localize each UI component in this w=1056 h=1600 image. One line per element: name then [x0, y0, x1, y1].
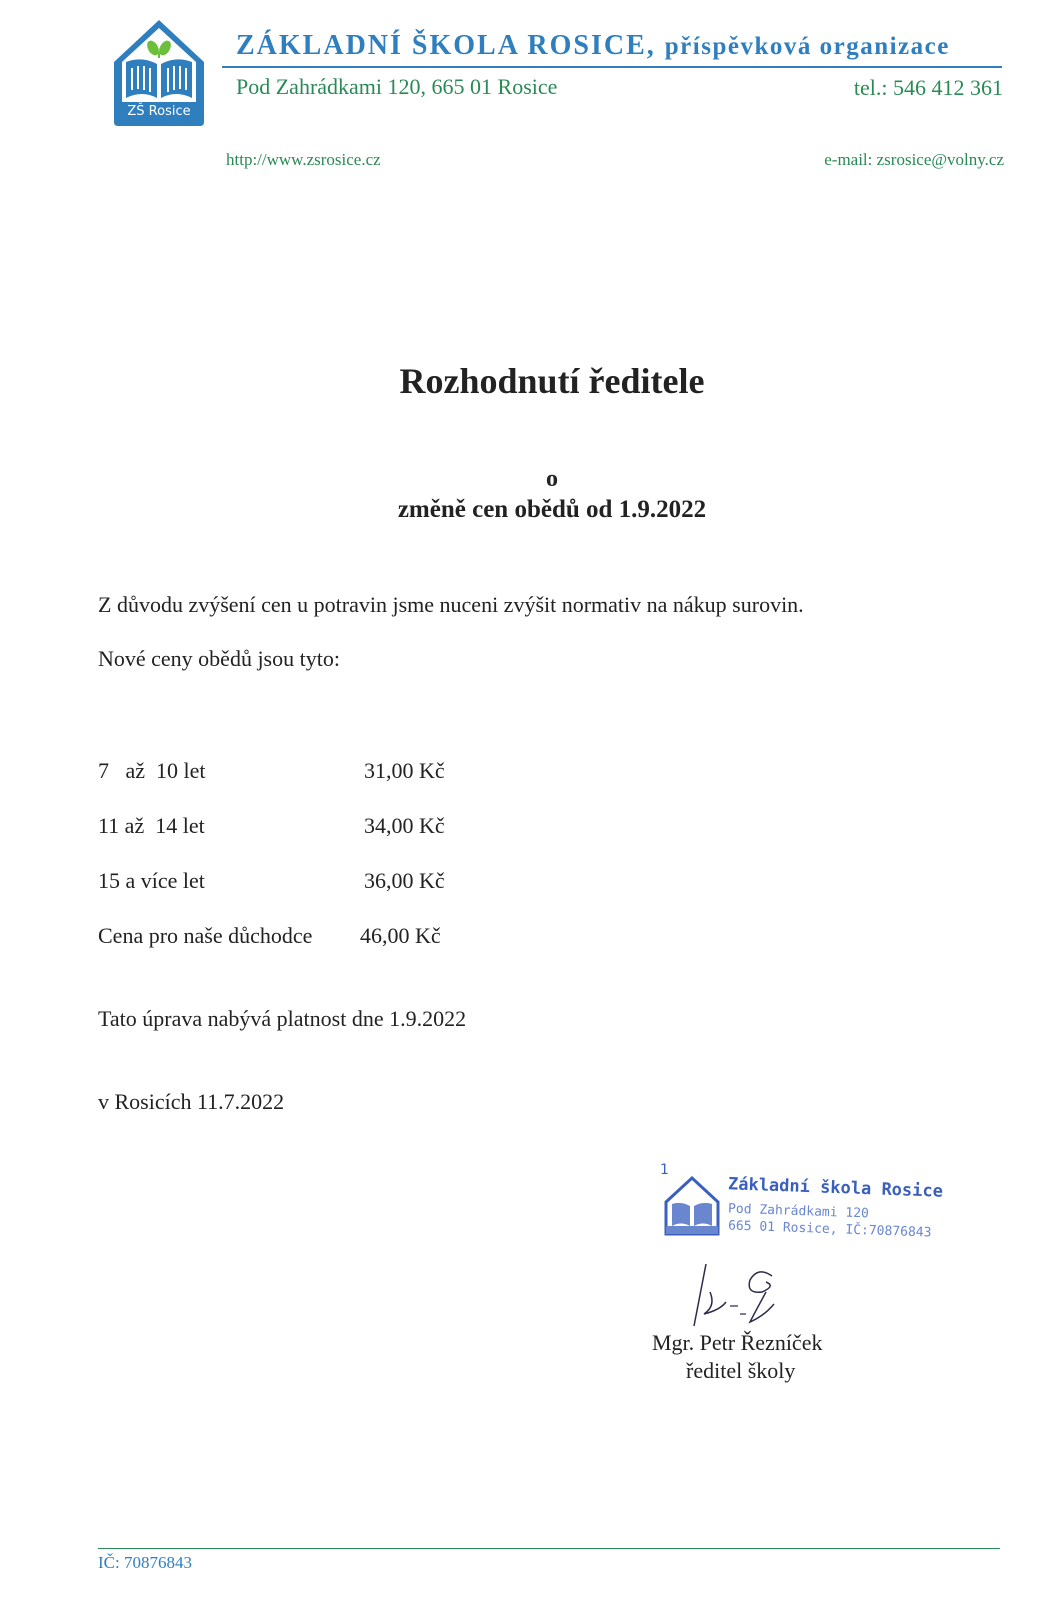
- school-name: [236, 30, 950, 62]
- subtitle-prefix: o: [546, 466, 558, 492]
- footer-divider: [98, 1548, 1000, 1549]
- price-label: 11 až 14 let: [98, 813, 205, 838]
- price-value: 34,00 Kč: [364, 813, 445, 838]
- stamp-logo-icon: [664, 1176, 720, 1236]
- validity-statement: Tato úprava nabývá platnost dne 1.9.2022: [98, 1006, 467, 1031]
- price-row: [98, 813, 498, 868]
- price-row: [98, 923, 498, 978]
- price-label: 15 a více let: [98, 868, 205, 893]
- signer-name: Mgr. Petr Řezníček: [652, 1330, 823, 1355]
- stamp-line-3: 665 01 Rosice, IČ:70876843: [727, 1218, 932, 1241]
- document-title: Rozhodnutí ředitele: [399, 361, 705, 401]
- school-logo: [112, 18, 206, 128]
- price-row: [98, 758, 498, 813]
- school-address: Pod Zahrádkami 120, 665 01 Rosice: [236, 74, 558, 99]
- price-row: [98, 868, 498, 923]
- footer-company-id: IČ: 70876843: [98, 1553, 192, 1572]
- school-stamp: [658, 1162, 944, 1252]
- place-and-date: v Rosicích 11.7.2022: [98, 1089, 285, 1114]
- school-website: http://www.zsrosice.cz: [226, 150, 381, 169]
- school-legal-form: příspěvková organizace: [664, 33, 950, 60]
- header-divider: [222, 66, 1002, 68]
- stamp-line-1: Základní škola Rosice: [727, 1174, 944, 1202]
- stamp-number: 1: [660, 1162, 669, 1178]
- price-label: 7 až 10 let: [98, 758, 206, 783]
- school-phone: tel.: 546 412 361: [853, 75, 1003, 100]
- logo-text: ZŠ Rosice: [127, 104, 191, 119]
- price-value: 31,00 Kč: [364, 758, 445, 783]
- document-subtitle: změně cen obědů od 1.9.2022: [397, 496, 707, 523]
- signer-role: ředitel školy: [686, 1358, 796, 1383]
- price-label: Cena pro naše důchodce: [98, 923, 313, 948]
- school-email: e-mail: zsrosice@volny.cz: [824, 150, 1004, 169]
- stamp-line-2: Pod Zahrádkami 120: [727, 1201, 870, 1222]
- price-value: 46,00 Kč: [360, 923, 441, 948]
- school-name-main: ZÁKLADNÍ ŠKOLA ROSICE,: [236, 30, 656, 61]
- reason-paragraph: Z důvodu zvýšení cen u potravin jsme nuceni zvýšit normativ na nákup surovin.: [98, 592, 804, 617]
- price-list: [98, 758, 498, 978]
- price-value: 36,00 Kč: [364, 868, 445, 893]
- prices-intro: Nové ceny obědů jsou tyto:: [98, 646, 340, 671]
